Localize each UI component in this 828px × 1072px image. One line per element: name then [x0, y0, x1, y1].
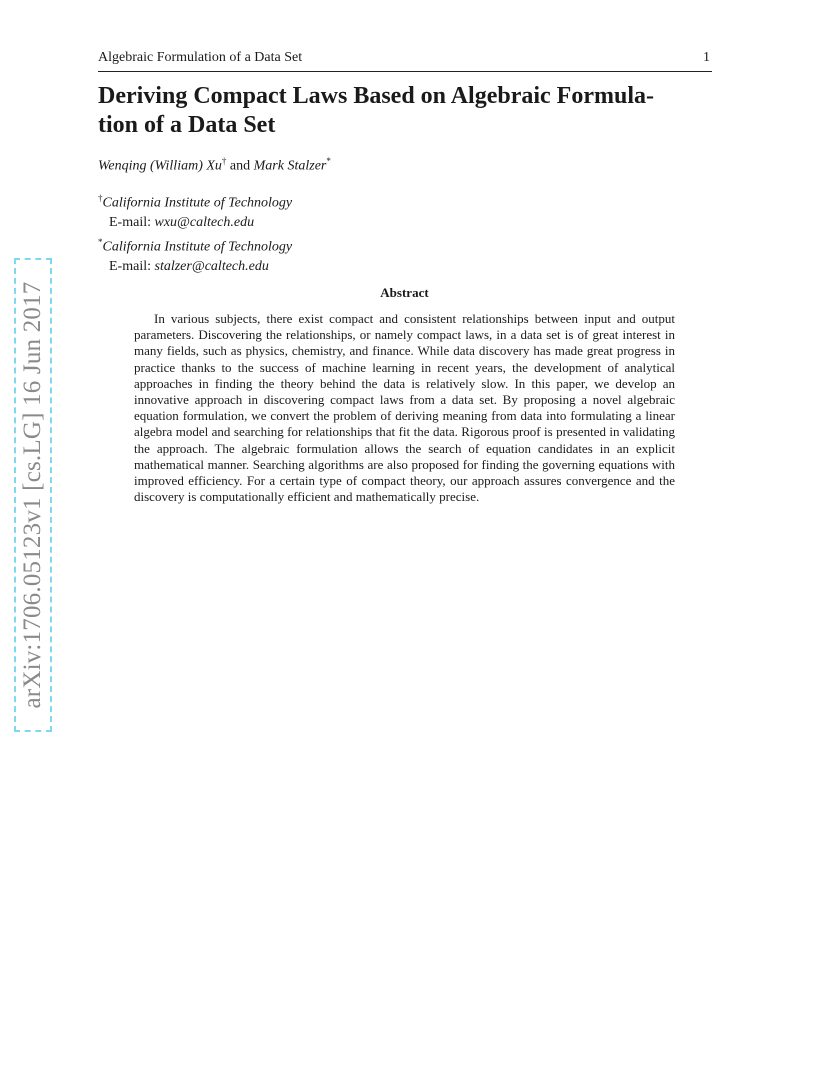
author-list	[98, 156, 331, 175]
paper-title	[98, 82, 728, 140]
affiliation-1	[98, 189, 292, 232]
abstract-heading: Abstract	[380, 285, 429, 300]
paper-title-line-1: Deriving Compact Laws Based on Algebraic Formula-	[98, 83, 654, 109]
running-head-title: Algebraic Formulation of a Data Set	[98, 50, 303, 65]
affiliation-2-mark: *	[98, 237, 103, 247]
author-2-mark: *	[326, 156, 331, 166]
affiliation-2-email-label: E-mail:	[109, 258, 151, 274]
running-head	[98, 50, 712, 70]
affiliation-2-email[interactable]: stalzer@caltech.edu	[154, 258, 269, 274]
affiliation-2	[98, 233, 292, 276]
affiliation-2-institution: California Institute of Technology	[102, 239, 293, 255]
abstract-body: In various subjects, there exist compact and consistent relationships between input and output parameters. Discovering the relationships, or namely compact laws, in a data set is of great interest in many fields, such as physics, chemistry, and finance. While data discovery has made great progress in practice thanks to the success of machine learning in recent years, the development of analytical approaches in finding the theory behind the data is relatively slow. In this paper, we develop an innovative approach in discovering compact laws from a data set. By proposing a novel algebraic equation formulation, we convert the problem of deriving meaning from data into formulating a linear algebra model and searching for relationships that fit the data. Rigorous proof is presented in validating the approach. The algebraic formulation allows the search of equation candidates in an explicit mathematical manner. Searching algorithms are also proposed for finding the governing equations with improved efficiency. For a certain type of compact theory, our approach assures convergence and the discovery is computationally efficient and mathematically precise.	[134, 311, 675, 505]
author-2-name: Mark Stalzer	[253, 158, 327, 174]
author-conjunction: and	[229, 158, 251, 174]
page-number: 1	[703, 50, 710, 65]
affiliation-1-institution: California Institute of Technology	[102, 195, 293, 211]
author-1-name: Wenqing (William) Xu	[98, 158, 222, 174]
header-rule	[98, 71, 712, 72]
arxiv-identifier[interactable]: arXiv:1706.05123v1 [cs.LG] 16 Jun 2017	[19, 281, 46, 709]
affiliation-1-email-label: E-mail:	[109, 214, 151, 230]
author-1-mark: †	[221, 156, 227, 166]
paper-title-line-2: tion of a Data Set	[98, 112, 276, 138]
affiliation-1-email[interactable]: wxu@caltech.edu	[154, 214, 255, 230]
affiliation-1-mark: †	[98, 193, 103, 203]
